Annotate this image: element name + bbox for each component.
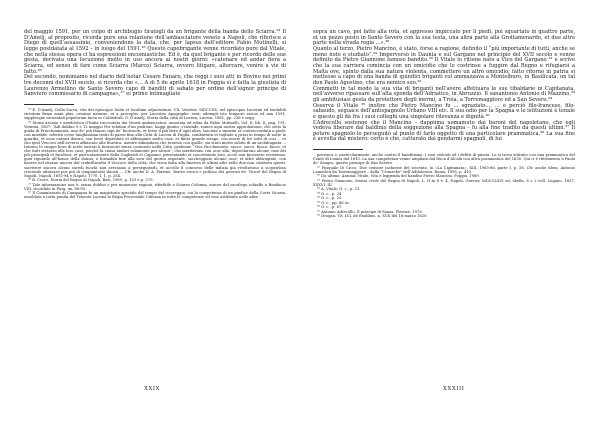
footnote: ³¹ Pietro Giannone, Istoria civile del Regno di Napoli, L. II in 8 v. 4, Napoli, Gravier, MDCCLXVI ed, sbella, 8 e 2 voll. Lugano, 1837, XXXVI, III. <box>313 178 575 187</box>
left-paragraph: Del secondo, nominiamo nel diario dell’notar Cesare Fanaro, che reggi i suoi atti in Bovino nei primi tre decenni del XVII secolo, si ricorda che «... A di 5 de aprile 1618 in Foggia si è fatta la giustizia di Laurenzo Armellino de Santo Severo capo di banditi di sabato per ordine dell’signor principe di Sanviero commissario di campagna»,²⁷ ei primo intimagliate <box>24 74 286 98</box>
footnote: ³⁵ O. c., pp. 66 ss. <box>317 200 350 205</box>
footnote: ²⁸ Il Commissario di Campagna fu un magistrato speciale del tempo del vicereggio, cui la competenza di un giudice della Corte Vicaria, assoldata a rotta punita del Tenente Lucena la Regia Proviosiale Udienza in tutte le competenze ed esse attribuite nelle altre <box>24 191 286 200</box>
footnote: ²⁴ E. D’Amelj, Della Sacra, vita dei episcopio Italia et localium adjacentium, VII, Venetiis, MDCCXX, nel episcopus Lucerini ed loudabili virtutum firma omni plus, ornatae naturae, et a preceptis, per Lucerino Apographe. sent, adempit isto tempore raicos ed ann 1591, supplesque nicuentali populorum tacta in Cathedrali. G. D’amelj, Storia della città di Lucera, Lucera, 1861, pp. 236 e segg. <box>24 107 286 121</box>
footnote: provinca e, particolarmente, anche contro il banditismo. I suoi violenti ed i delitti di pineta. La si trova istituito con una prammatica del Conte di Lemos del 1610. La sua competenza venne ampliata dal Duca d’Alcalà con altra prammatica del 1630. Qui ci è riferimento a Paolo de’ Sangro, quarto principe di San Severo. <box>313 153 575 166</box>
right-page <box>313 30 575 219</box>
right-footnotes <box>313 153 575 218</box>
footnote: ³⁰ Da ultimo: Antonio Vitale, Vita e leggenda del bandito Pietro Mancino, Foggia, 1989. <box>317 174 480 179</box>
left-paragraph: del maggio 1591, per un colpo di archibugio tiratogli da un brigante della banda dello Sciarra.²⁴ Il D’Amelj, al proposito, ricorda pure una relazione dell’ambasciatore veneto a Napoli, che riferisce a Diego di quell’assassinio, conveniendone la data, che, per lapsus dell’editore Fabio Mutinelli, si legge postdatata al 1592 – in luogo del 1591.²⁵ Questo capobrigante venne ricordato pure dal Vitale, che nella stessa opera ci ha espressioni encomiastiche. Ed è, da quel brigante e per ricordo delle sue gesta, derivata una locuzione molto in uso ancora ai nostri giorni: «catenare ed andar fiera a Sciarra, ed senso di fare come Sciarra (Marco) Sciarra, ovvero litigare, altercare, venire a vie di fatto.²⁶ <box>24 29 286 75</box>
footnote: ²⁹ Pasquale Di Cicco, Due censure inchieste del seicento, in «La Capitanata», XIII, 1983-86, parte I, p. 58. Cfr. anche Idem, Antonio Lamedica da Torremaggiore – dalla “Cronache” dell’Addolorata, Roma, 1995, p. 410. <box>313 165 575 174</box>
left-footnotes <box>24 108 286 200</box>
left-page <box>24 30 286 200</box>
left-body-text <box>24 30 286 98</box>
footnote: ³⁴ O. c., p. 25. <box>317 196 343 201</box>
right-paragraph: Commetti in tal modo la sua vita di briganti nell’avere affettuara le sue tibaldarie in Capitanata, nell’avverso ripassare sull’alta sponda dell’Adriatico, in Abruzzio. Il sanantonio Antonio di Mazzino,³³ gli ambitusiasi gesta da protettore degli inermi, a Troia, a Torremaggiore ed a San Severo.³⁴ <box>313 85 575 103</box>
right-paragraph: Quanto al terzo, Pietro Mancino, è stato, forse a ragione, definito il “più importante di tutti, anche se meno noto e studiato”.²⁹ Imperversò in Daunia e sul Gargano nel principio del XVII secolo e venne definito da Pietro Giannone famoso bandito.³⁰ Il Vitale lo ritiene nato a Vico del Gargano ³¹ e scrive che la sua carriera comincia con un omicidio che lo costrinse a fuggire dal Regno e rifugiarsi a Malta ove, spinto dalla sua natura violenta, commettere un altro omicidio; fatto ritorno in patria si mettesse a capo di una banda di quindici briganti col ammazzava a Monteiburo, in Basilicata, un tal don Paolo Agostino, che era nemico suo.³² <box>313 45 575 86</box>
page-number-left: XXIX <box>144 386 161 392</box>
right-body-text <box>313 30 575 143</box>
footnote-divider <box>313 149 363 150</box>
footnote: ²⁶ B. Croce, Storia del Regno di Napoli, Bari, 1969, p. 153 e p. 370. <box>28 178 154 183</box>
footnote: ³⁸ Drogan. Tit. LVI, de Exulibus, n. XVII del 18 marzo 1620. <box>317 214 428 219</box>
footnote: ²⁵ Storia arcana e aneddotica d’Italia raccontata dai Veneti ambasciatori, annotata ed edita da Fabio Mutinelli, Vol. II, lib. II, pag. 191, Venezia, 1857: “Adì dubbio 9 e 12 maggio Per relation d’un padrone, haggi giunto, s’intende, romeo aqui nostra approbatione, che sotto la guida di Pracchiamonta, una de’ più famosi capi de’ fuorusciti, et forse il più fiero d’ogni altra, lasciata e smarita et contraccordata a piedi, con mirabile celerità corse lunghissima tratti di paese fino alla Città di Lucera di Puglia, combattuta et tagliate a pezzi in tempo di notte la guardia, et sono entrati dentro, con forze depredate et abbrugiato molte case, et finito grande strage, con morte di tre sotti di cosi ... et che quel Vescovo nell’avversi affaticato alla finestra, mentre dimandava che tenesse con quelle, sia stato morto sobito di un’archibugiata ... Intorno le cinque hore di notte entrati li fuorusciti senza contrasto nella Città, pridenne “Viva Pacchianotto, sacco, sacco, fuoco, fuoco, et che tutti stessero alle loro case; perchè la causa andavi solamente per alcuni”; che meritavano con ocor alla; depredarono alcune case dei più principali et facultosi, et particolarmente della Cagliardi et Capanno, presentando et concretando loro, acciò non facessero resistenza, quei riguardo all’honor della donna; e formalità fine alla sera del giorno seguente, saccheggiato alcune case; et altre abbrugiate, con havere nel ritorno ancora dal crabrillavatta il Vescovo della città, che vivea fatta alla finestra et ultimi altri nelle due non citattava questi, sacrivere ancora alcuni sacedi fuochi non aveciamo a perseguitarli, et uccello il concorso delle milizia già rivoltavano a scoprirlosa crecendo altrasase por più di cinquantotto ducati ... Cfr. anche D. A. Parrino, Teatro eroico e politico dei governi de’ Viceré del Regno di Napoli, Napoli, 1692-94 e Napoli, 1770, I, 1, p. 264. <box>24 120 286 178</box>
page-number-right: XXXIII <box>443 386 465 392</box>
footnote: ³⁶ O. c., p. 67. <box>317 205 343 210</box>
right-paragraph: Osserva il Vitale ³⁵ inoltre che Pietro Mancino fu ... sgraziato..., ... e perciò filo-francese, filo-sabaudo, seguace dell’antispagnolo Urbano VIII etc. Il suo odio per la Spagna e le istituzioni è tenale e questo gli dà fra i suoi colleghi una singolare rilevanza e dignità.³⁶ <box>313 102 575 120</box>
footnote: ³⁷ Antonio Adrecello, Il principe di Sanza, Firenze, 1979. <box>317 209 423 214</box>
footnote: ²⁷ Tale informazione non è, senza dubbio e per numerose ragioni, riferibile a Sciarra Colonna, autore del sacrilego schiaffo a Bonifacio VIII, ricordato in Purg. xx, 86-90. <box>24 182 286 191</box>
right-paragraph: sopra un cavo, poi fatto alla rota, et appresso impiccato per li piedi, poi squartato in quattro parte, et un pezzo posto in Santo Severo con la sua testa, una altra parte alla Grottamenardo, et due altre parte nella strada regia ...».²⁸ <box>313 29 575 47</box>
footnote-divider <box>24 104 74 105</box>
footnote: ³³ O. c., p. 24. <box>317 191 343 196</box>
footnote: ³² A. Vitale, O. c., p. 21. <box>317 187 361 192</box>
right-paragraph: L’Adrecello sostenne che il Mancino – dappiima uomamuto dai baroni del napoletano, che egli vedeva liberare dal baldinio della soggezione alla Spagna – fu alla fine tradito da questi ultimi.³⁷ Il potere spagnolo lo perseguitò al punto di farlo oggetto di una particolare prammatica.³⁸ La sua fine è avvolta dal mistero: certo è che, catturato dai gendarmi spagnoli, di lui <box>313 119 575 143</box>
